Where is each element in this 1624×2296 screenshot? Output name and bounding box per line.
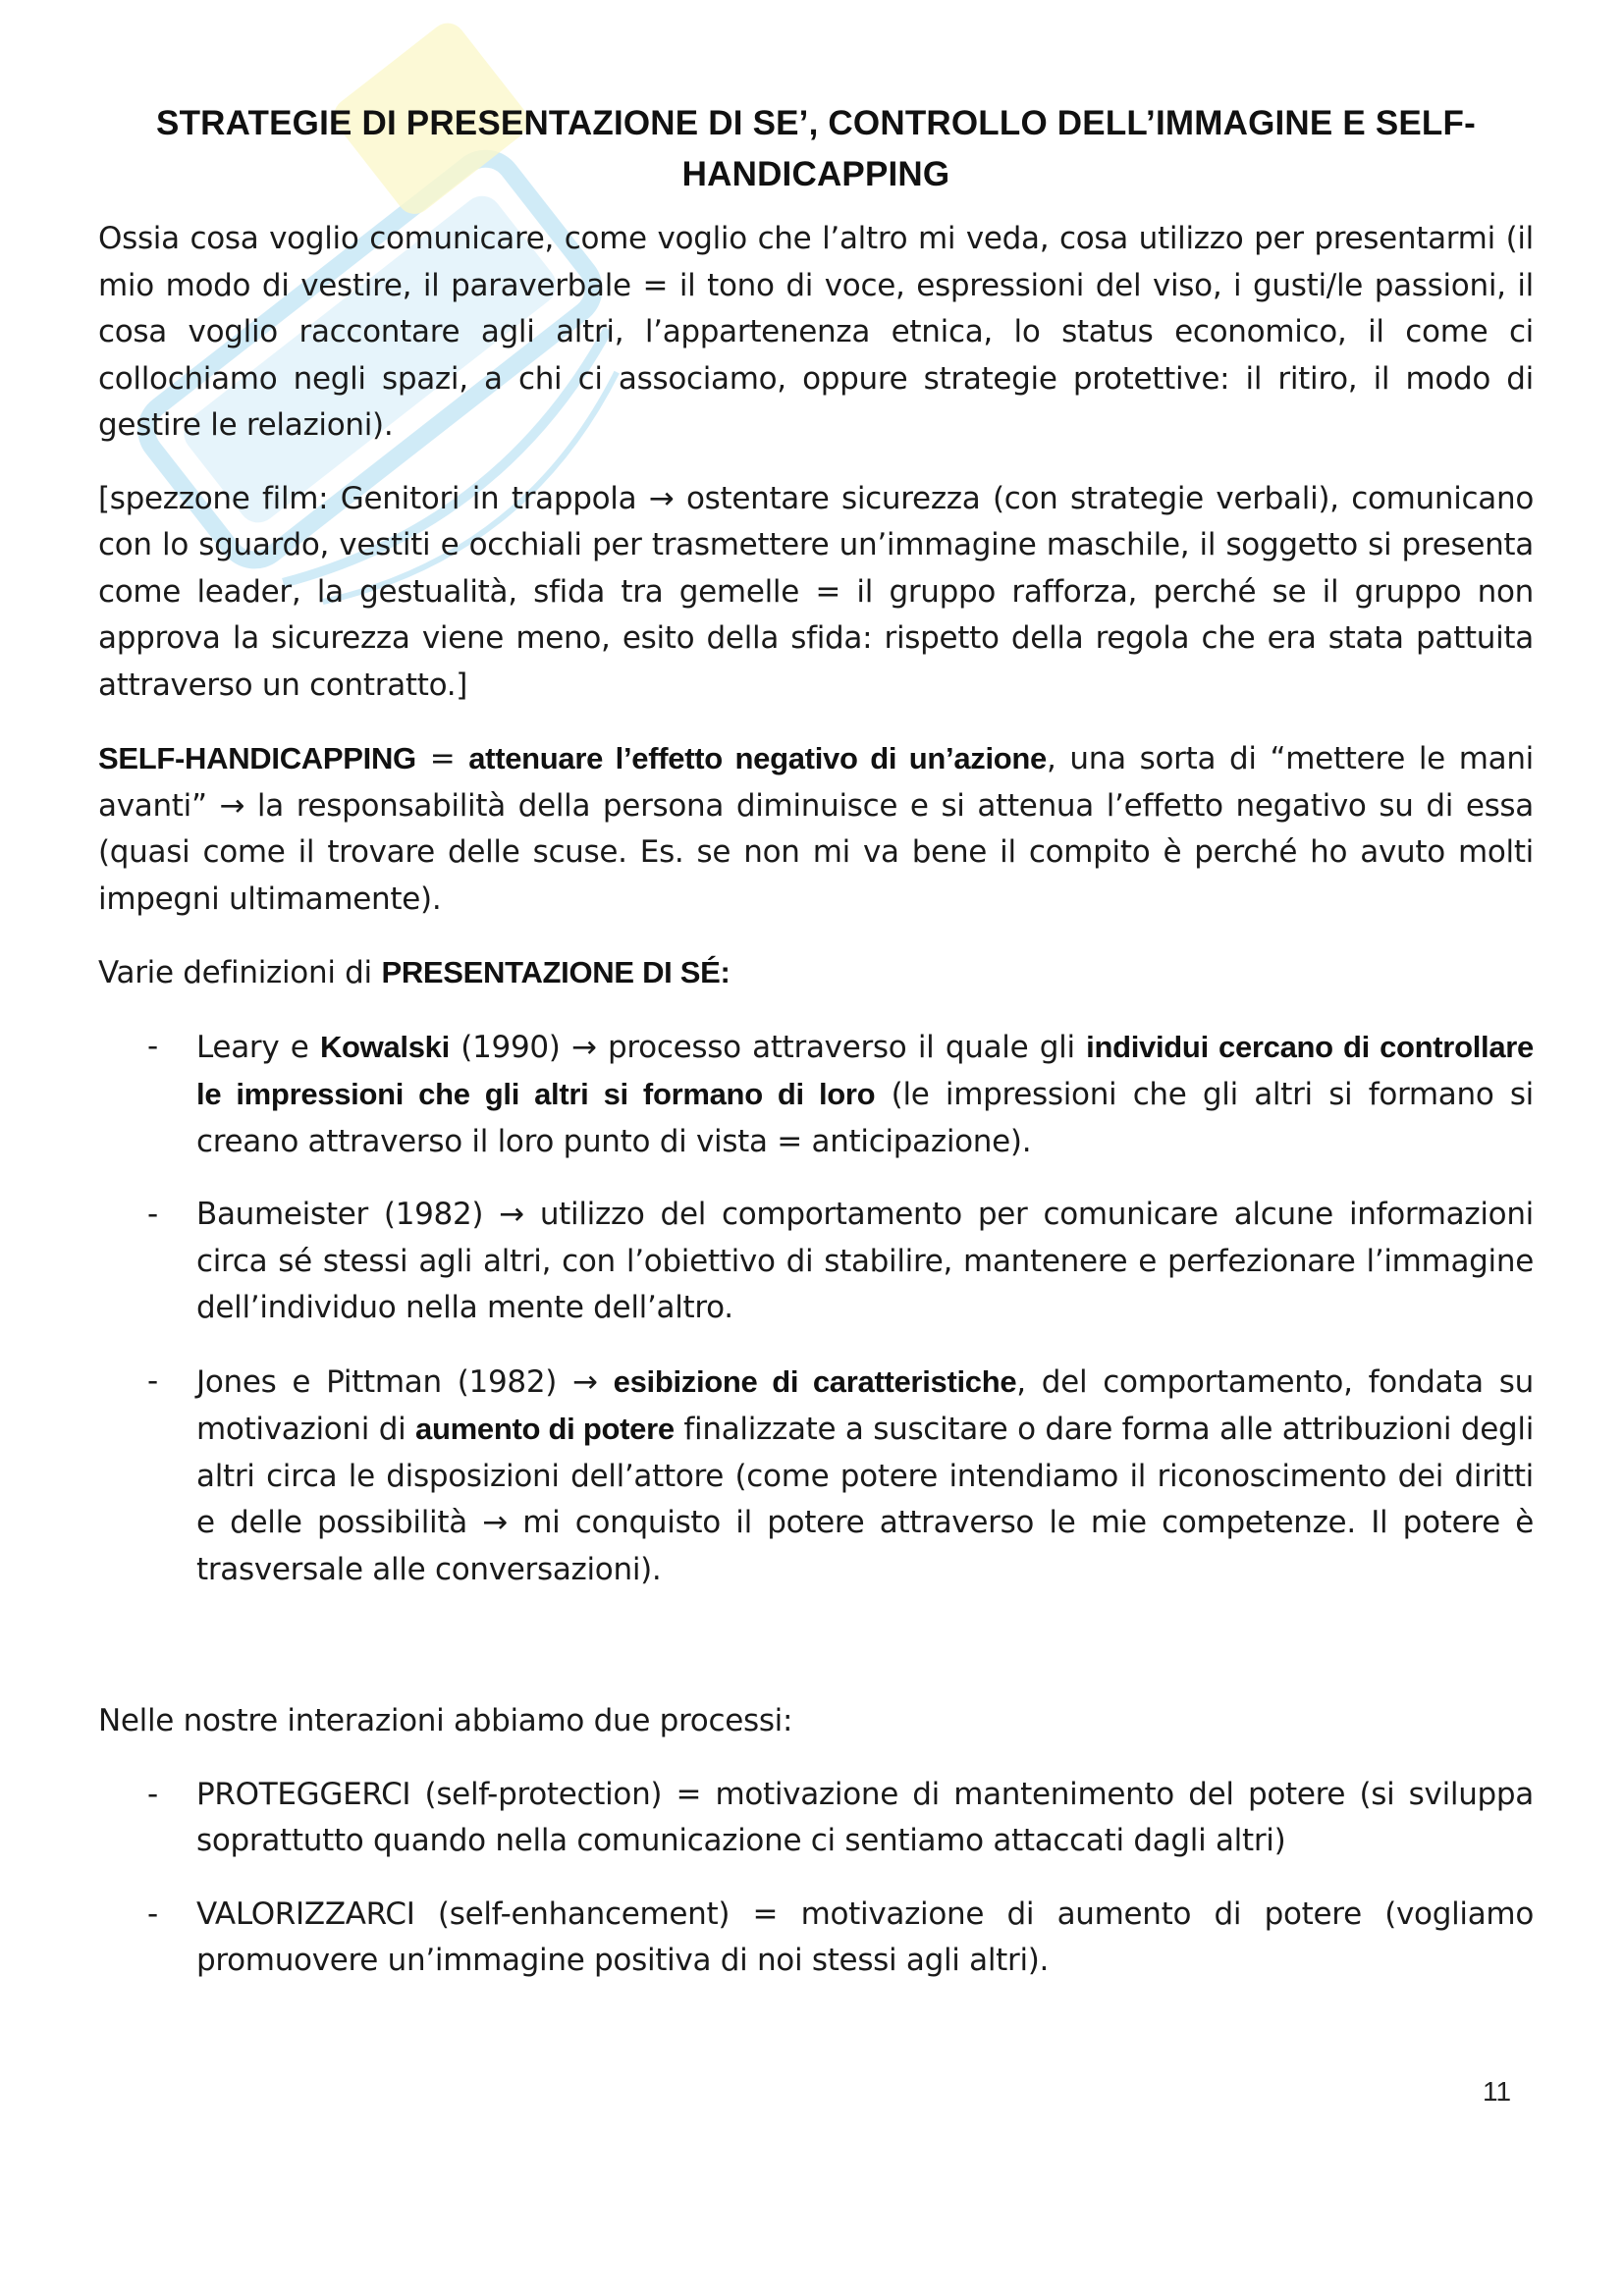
list-item: - Jones e Pittman (1982) → esibizione di caratteristiche, del comportamento, fondata su motivazioni di aumento di potere finalizzate a suscitare o dare forma alle attribuzioni degli altri circa le disposizioni dell’attore (come potere intendiamo il riconoscimento dei diritti e delle possibilità → mi conquisto il potere attraverso le mie competenze. Il potere è trasversale alle conversazioni). [98,1359,1534,1594]
list-item: - PROTEGGERCI (self-protection) = motivazione di mantenimento del potere (si sviluppa soprattutto quando nella comunicazione ci sentiamo attaccati dagli altri) [98,1772,1534,1865]
definitions-intro: Varie definizioni di PRESENTAZIONE DI SÉ: [98,955,731,990]
self-handicapping-text: , una sorta di “mettere le mani avanti” → la responsabilità della persona diminuisce e si attenua l’effetto negativo su di essa (quasi come il trovare delle scuse. Es. se non mi va bene il compito è perché ho avuto molti impegni ultimamente). [98,741,1534,917]
intro-paragraph: Ossia cosa voglio comunicare, come voglio che l’altro mi veda, cosa utilizzo per presentarmi (il mio modo di vestire, il paraverbale = il tono di voce, espressioni del viso, i gusti/le passioni, il cosa voglio raccontare agli altri, l’appartenenza etnica, lo status economico, il come ci collochiamo negli spazi, a chi ci associamo, oppure strategie protettive: il ritiro, il modo di gestire le relazioni). [98,221,1534,443]
self-handicapping-term: SELF-HANDICAPPING [98,741,416,775]
film-note-paragraph: [spezzone film: Genitori in trappola → ostentare sicurezza (con strategie verbali), comunicano con lo sguardo, vestiti e occhiali per trasmettere un’immagine maschile, il soggetto si presenta come leader, la gestualità, sfida tra gemelle = il gruppo rafforza, perché se il gruppo non approva la sicurezza viene meno, esito della sfida: rispetto della regola che era stata pattuita attraverso un contratto.] [98,480,1534,703]
processes-list [98,1772,1534,1985]
processes-intro: Nelle nostre interazioni abbiamo due processi: [98,1703,793,1738]
list-item: - VALORIZZARCI (self-enhancement) = motivazione di aumento di potere (vogliamo promuovere un’immagine positiva di noi stessi agli altri). [98,1892,1534,1985]
equals-sign: = [415,741,469,776]
page-title: STRATEGIE DI PRESENTAZIONE DI SE’, CONTROLLO DELL’IMMAGINE E SELF-HANDICAPPING [156,104,1476,193]
page-number: 11 [1483,2076,1512,2107]
definitions-list [98,1024,1534,1594]
document-page [98,98,1534,2011]
definitions-heading: PRESENTAZIONE DI SÉ: [381,955,731,989]
self-handicapping-paragraph [98,735,1534,923]
spacer [98,1620,1534,1698]
list-item: - Leary e Kowalski (1990) → processo attraverso il quale gli individui cercano di controllare le impressioni che gli altri si formano di loro (le impressioni che gli altri si formano si creano attraverso il loro punto di vista = anticipazione). [98,1024,1534,1166]
list-item: - Baumeister (1982) → utilizzo del comportamento per comunicare alcune informazioni circa sé stessi agli altri, con l’obiettivo di stabilire, mantenere e perfezionare l’immagine dell’individuo nella mente dell’altro. [98,1192,1534,1332]
self-handicapping-definition: attenuare l’effetto negativo di un’azione [468,741,1047,775]
